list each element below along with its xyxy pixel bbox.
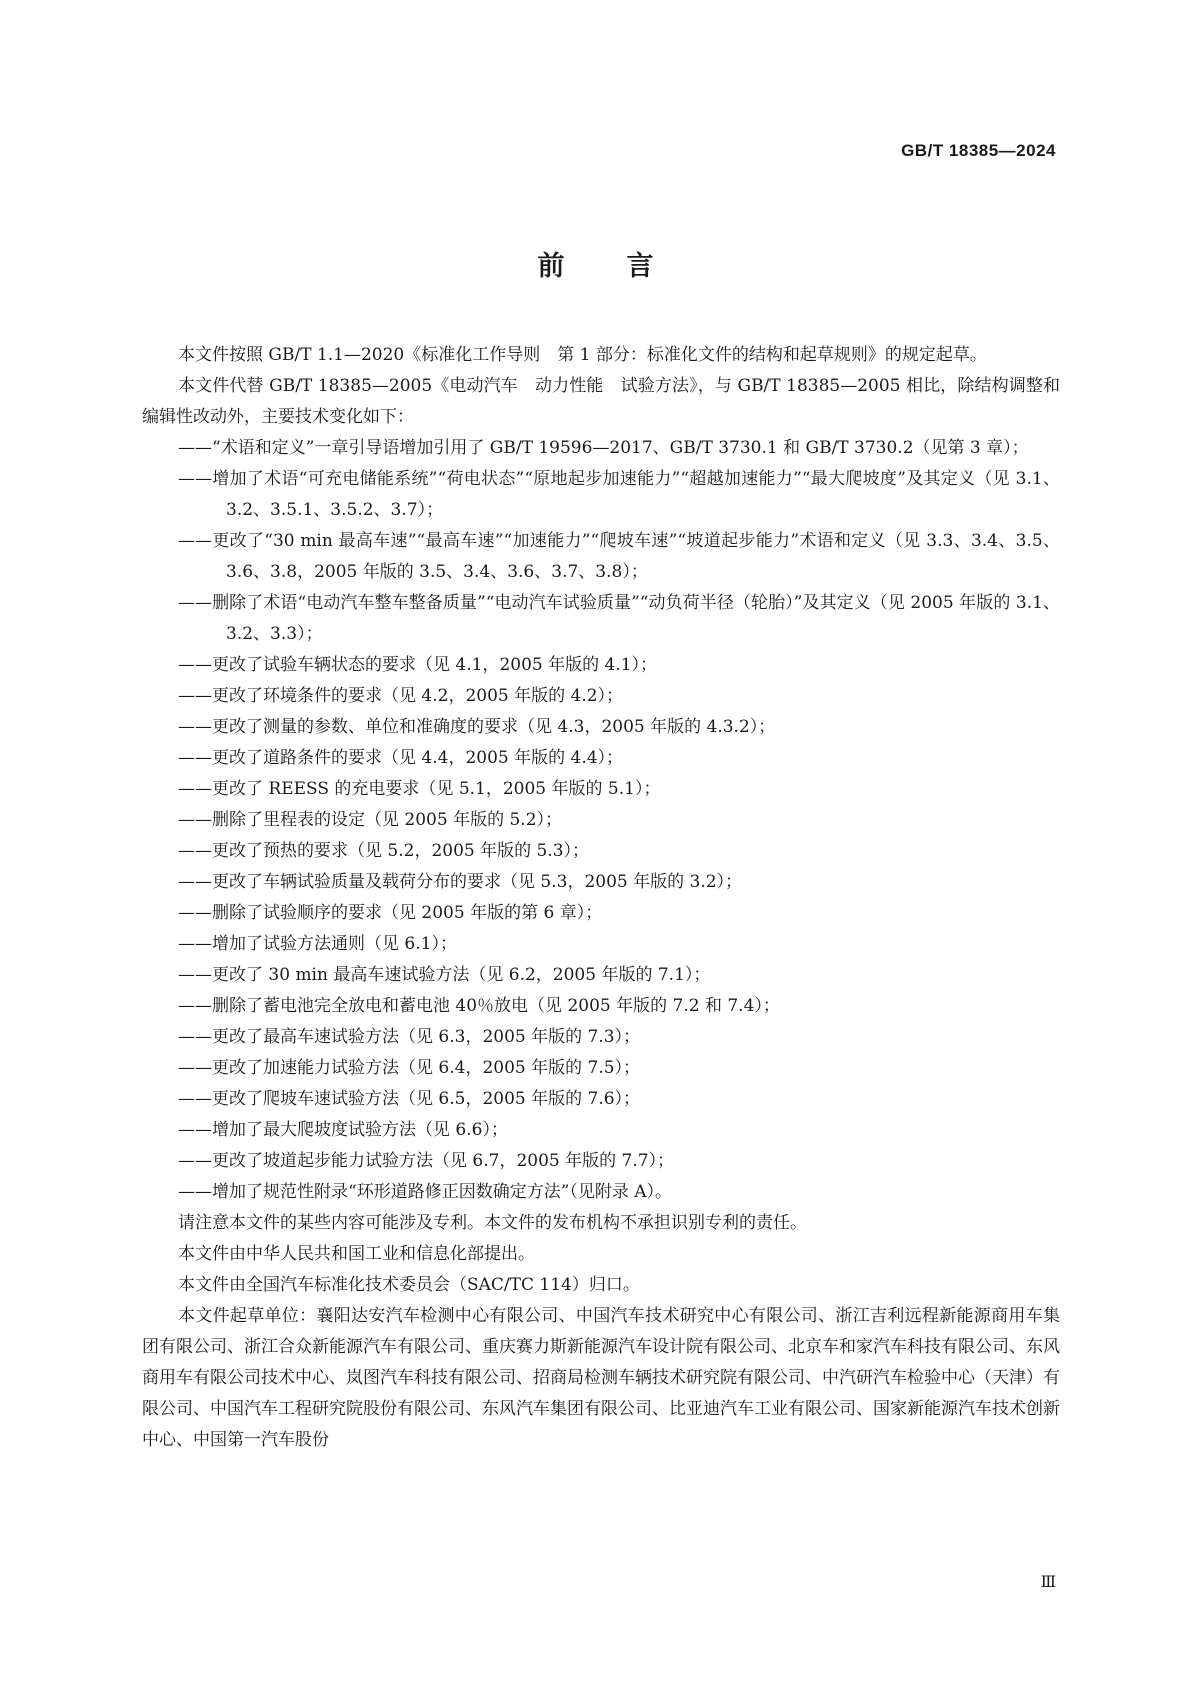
intro-paragraph: 本文件代替 GB/T 18385—2005《电动汽车 动力性能 试验方法》，与 GB/T 18385—2005 相比，除结构调整和编辑性改动外，主要技术变化如下：: [142, 376, 1060, 427]
change-item: ——更改了道路条件的要求（见 4.4，2005 年版的 4.4）；: [178, 748, 624, 768]
change-item: ——更改了试验车辆状态的要求（见 4.1，2005 年版的 4.1）；: [178, 655, 658, 675]
change-item: ——更改了环境条件的要求（见 4.2，2005 年版的 4.2）；: [178, 686, 624, 706]
change-item: ——更改了 30 min 最高车速试验方法（见 6.2，2005 年版的 7.1）；: [178, 965, 711, 985]
change-item: ——更改了预热的要求（见 5.2，2005 年版的 5.3）；: [178, 841, 590, 861]
drafting-units-paragraph: 本文件起草单位：襄阳达安汽车检测中心有限公司、中国汽车技术研究中心有限公司、浙江吉利远程新能源商用车集团有限公司、浙江合众新能源汽车有限公司、重庆赛力斯新能源汽车设计院有限公司、北京车和家汽车科技有限公司、东风商用车有限公司技术中心、岚图汽车科技有限公司、招商局检测车辆技术研究院有限公司、中汽研汽车检验中心（天津）有限公司、中国汽车工程研究院股份有限公司、东风汽车集团有限公司、比亚迪汽车工业有限公司、国家新能源汽车技术创新中心、中国第一汽车股份: [142, 1306, 1060, 1450]
change-item: ——删除了试验顺序的要求（见 2005 年版的第 6 章）；: [178, 903, 603, 923]
change-item: ——删除了里程表的设定（见 2005 年版的 5.2）；: [178, 810, 563, 830]
change-item: ——更改了爬坡车速试验方法（见 6.5，2005 年版的 7.6）；: [178, 1089, 641, 1109]
change-item: ——删除了术语“电动汽车整车整备质量”“电动汽车试验质量”“动负荷半径（轮胎）”及其定义（见 2005 年版的 3.1、3.2、3.3）；: [178, 593, 1060, 644]
change-item: ——删除了蓄电池完全放电和蓄电池 40％放电（见 2005 年版的 7.2 和 7.4）；: [178, 996, 780, 1016]
change-item: ——更改了加速能力试验方法（见 6.4，2005 年版的 7.5）；: [178, 1058, 641, 1078]
change-item: ——增加了术语“可充电储能系统”“荷电状态”“原地起步加速能力”“超越加速能力”“最大爬坡度”及其定义（见 3.1、3.2、3.5.1、3.5.2、3.7）；: [178, 469, 1060, 520]
change-item: ——更改了“30 min 最高车速”“最高车速”“加速能力”“爬坡车速”“坡道起步能力”术语和定义（见 3.3、3.4、3.5、3.6、3.8，2005 年版的 3.5、3.4、3.6、3.7、3.8）；: [178, 531, 1060, 582]
change-item: ——更改了测量的参数、单位和准确度的要求（见 4.3，2005 年版的 4.3.2）；: [178, 717, 776, 737]
page-title: 前言: [537, 251, 716, 282]
intro-paragraph: 本文件按照 GB/T 1.1—2020《标准化工作导则 第 1 部分：标准化文件的结构和起草规则》的规定起草。: [178, 345, 987, 365]
change-item: ——“术语和定义”一章引导语增加引用了 GB/T 19596—2017、GB/T 3730.1 和 GB/T 3730.2（见第 3 章）；: [178, 438, 1029, 458]
change-item: ——增加了规范性附录“环形道路修正因数确定方法”（见附录 A）。: [178, 1182, 673, 1202]
patent-notice: 请注意本文件的某些内容可能涉及专利。本文件的发布机构不承担识别专利的责任。: [178, 1213, 807, 1233]
change-item: ——增加了试验方法通则（见 6.1）；: [178, 934, 457, 954]
change-item: ——更改了坡道起步能力试验方法（见 6.7，2005 年版的 7.7）；: [178, 1151, 675, 1171]
committee-paragraph: 本文件由全国汽车标准化技术委员会（SAC/TC 114）归口。: [178, 1275, 640, 1295]
change-item: ——更改了 REESS 的充电要求（见 5.1，2005 年版的 5.1）；: [178, 779, 661, 799]
standard-code: GB/T 18385—2024: [901, 141, 1056, 160]
page-number: Ⅲ: [1040, 1574, 1056, 1591]
change-item: ——更改了最高车速试验方法（见 6.3，2005 年版的 7.3）；: [178, 1027, 641, 1047]
proposer-paragraph: 本文件由中华人民共和国工业和信息化部提出。: [178, 1244, 535, 1264]
change-item: ——更改了车辆试验质量及载荷分布的要求（见 5.3，2005 年版的 3.2）；: [178, 872, 743, 892]
change-item: ——增加了最大爬坡度试验方法（见 6.6）；: [178, 1120, 508, 1140]
document-body: [142, 340, 1060, 1456]
